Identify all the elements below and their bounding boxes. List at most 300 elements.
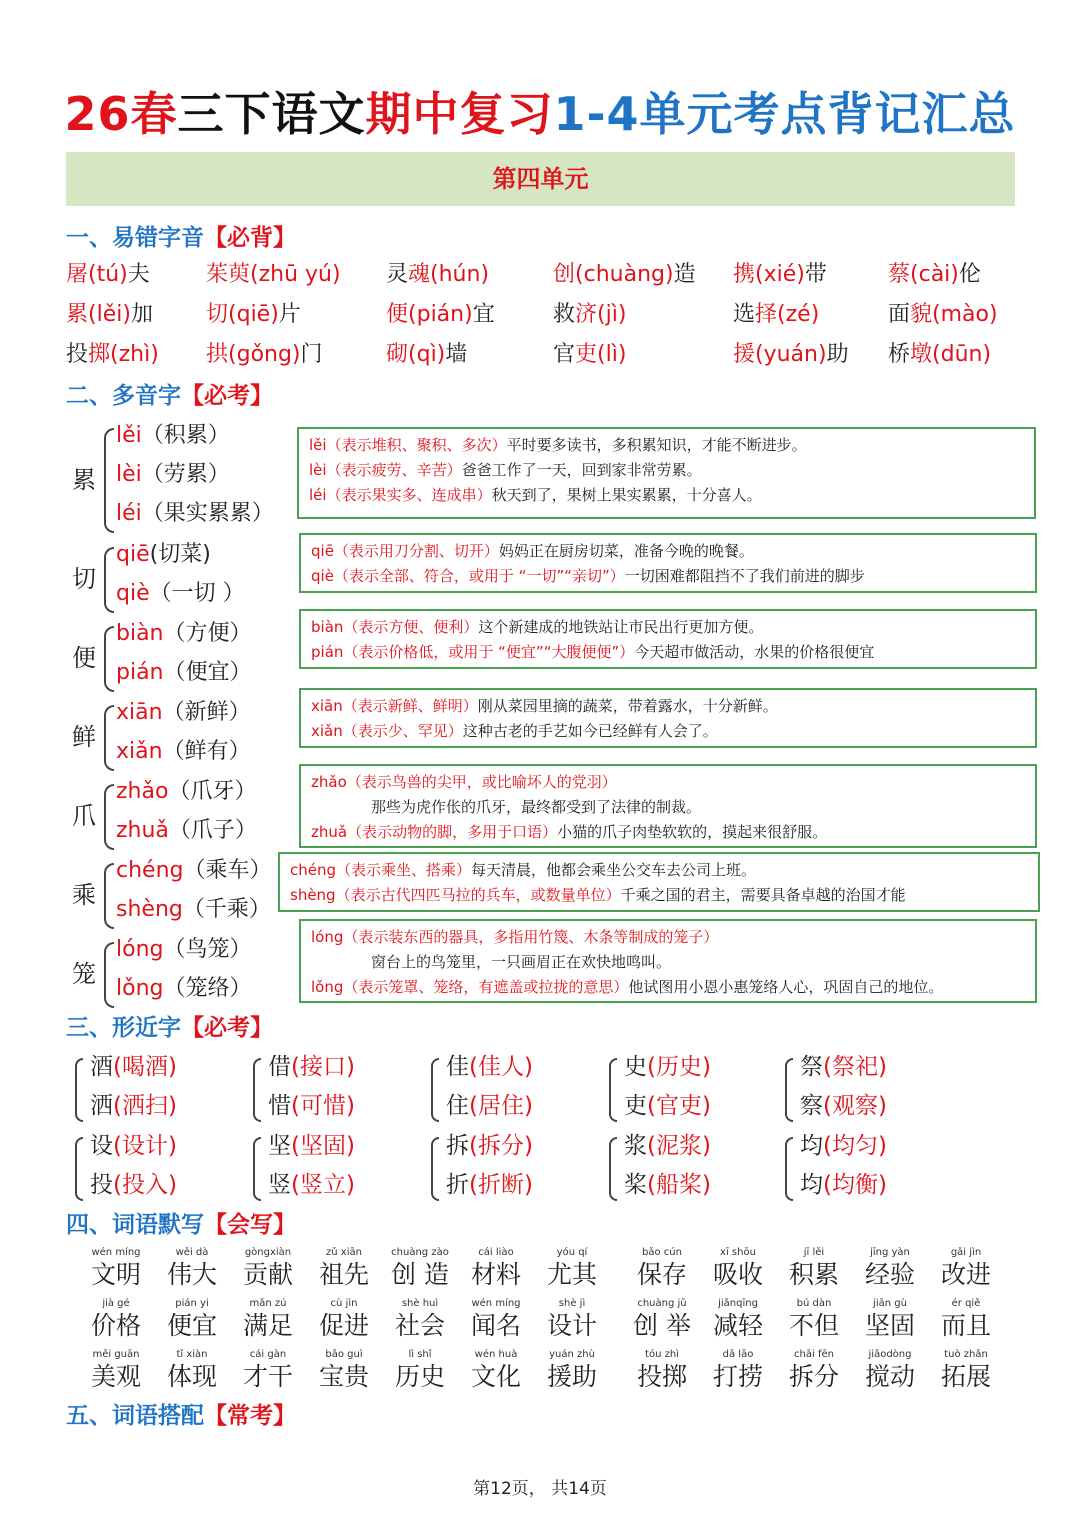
reading-pinyin: zhǎo bbox=[116, 779, 169, 804]
vocab-word bbox=[928, 1246, 1004, 1290]
polyphone-reading bbox=[116, 418, 230, 449]
similar-char-top bbox=[268, 1127, 355, 1160]
reading-word: （积累） bbox=[141, 423, 230, 448]
vocab-word bbox=[700, 1348, 776, 1392]
word-pinyin: tóu zhì bbox=[645, 1349, 679, 1360]
polyphone-reading bbox=[116, 457, 230, 488]
sound-item bbox=[553, 297, 626, 337]
sound-item bbox=[386, 337, 467, 377]
similar-word: (居住) bbox=[469, 1093, 533, 1119]
word-pinyin: zǔ xiān bbox=[326, 1247, 362, 1258]
similar-word: (观察) bbox=[823, 1093, 887, 1119]
item-pinyin: (gǒng) bbox=[228, 342, 301, 367]
sound-item bbox=[888, 257, 981, 297]
item-prefix: 投 bbox=[66, 342, 89, 367]
similar-char: 察 bbox=[800, 1093, 823, 1119]
brace-icon bbox=[104, 428, 114, 533]
example-meaning: lóng（表示装东西的器具，多指用竹篾、木条等制成的笼子） bbox=[311, 928, 719, 946]
example-meaning: xiān（表示新鲜、鲜明） bbox=[311, 697, 478, 715]
reading-pinyin: shèng bbox=[116, 897, 183, 922]
vocab-word bbox=[458, 1297, 534, 1341]
item-prefix: 选 bbox=[733, 302, 756, 327]
example-line bbox=[311, 615, 1025, 640]
word-hanzi: 伟大 bbox=[166, 1260, 217, 1289]
similar-word: (设计) bbox=[113, 1133, 177, 1159]
example-sentence: 秋天到了，果树上果实累累，十分喜人。 bbox=[491, 486, 762, 504]
example-line bbox=[311, 539, 1025, 564]
polyphone-char: 累 bbox=[72, 465, 96, 494]
vocab-word bbox=[534, 1297, 610, 1341]
vocab-word bbox=[382, 1348, 458, 1392]
similar-word: (洒扫) bbox=[113, 1093, 177, 1119]
item-suffix: 夫 bbox=[127, 262, 150, 287]
word-pinyin: ér qiě bbox=[951, 1298, 981, 1309]
section-1-tag: 【必背】 bbox=[204, 225, 296, 251]
item-pinyin: (lěi) bbox=[88, 302, 131, 327]
word-pinyin: bǎo cún bbox=[642, 1247, 682, 1258]
word-pinyin: wěi dà bbox=[175, 1247, 209, 1258]
similar-word: (拆分) bbox=[469, 1133, 533, 1159]
item-pinyin: (hún) bbox=[430, 262, 490, 287]
similar-word: (均衡) bbox=[823, 1172, 887, 1198]
example-line bbox=[311, 564, 1025, 589]
word-hanzi: 历史 bbox=[394, 1362, 445, 1391]
example-line bbox=[311, 795, 1025, 820]
word-hanzi: 贡献 bbox=[242, 1260, 293, 1289]
word-pinyin: chāi fēn bbox=[794, 1349, 834, 1360]
word-hanzi: 社会 bbox=[394, 1311, 445, 1340]
reading-pinyin: qiē bbox=[116, 542, 150, 567]
reading-pinyin: lóng bbox=[116, 937, 164, 962]
similar-word: (佳人) bbox=[469, 1054, 533, 1080]
similar-char-top bbox=[624, 1127, 711, 1160]
word-hanzi: 促进 bbox=[318, 1311, 369, 1340]
word-hanzi: 吸收 bbox=[712, 1260, 763, 1289]
similar-char: 史 bbox=[624, 1054, 647, 1080]
vocab-word bbox=[928, 1297, 1004, 1341]
reading-pinyin: léi bbox=[116, 501, 142, 526]
brace-icon bbox=[104, 626, 114, 692]
vocab-word bbox=[78, 1246, 154, 1290]
word-pinyin: gǎi jìn bbox=[950, 1247, 982, 1258]
polyphone-reading bbox=[116, 853, 272, 884]
item-headword: 累 bbox=[66, 302, 89, 327]
brace-icon bbox=[609, 1137, 617, 1201]
item-headword: 吏 bbox=[575, 342, 598, 367]
word-hanzi: 拓展 bbox=[940, 1362, 991, 1391]
example-line bbox=[311, 975, 1025, 1000]
example-meaning: zhǎo（表示鸟兽的尖甲，或比喻坏人的党羽） bbox=[311, 773, 617, 791]
item-pinyin: (qiē) bbox=[228, 302, 279, 327]
item-headword: 便 bbox=[386, 302, 409, 327]
example-sentence: 他试图用小恩小惠笼络人心，巩固自己的地位。 bbox=[628, 978, 944, 996]
word-hanzi: 体现 bbox=[166, 1362, 217, 1391]
section-4-heading bbox=[66, 1206, 296, 1239]
word-pinyin: dǎ lāo bbox=[722, 1349, 754, 1360]
similar-char-bottom bbox=[624, 1166, 711, 1199]
vocab-word bbox=[78, 1297, 154, 1341]
reading-word: （乘车） bbox=[183, 858, 272, 883]
similar-char: 惜 bbox=[268, 1093, 291, 1119]
vocab-word bbox=[382, 1297, 458, 1341]
reading-word: （新鲜） bbox=[162, 700, 251, 725]
section-1-title: 一、易错字音 bbox=[66, 225, 204, 251]
item-headword: 拱 bbox=[206, 342, 229, 367]
similar-char: 浆 bbox=[624, 1133, 647, 1159]
brace-icon bbox=[253, 1058, 261, 1122]
section-5-heading bbox=[66, 1397, 296, 1430]
word-hanzi: 便宜 bbox=[166, 1311, 217, 1340]
vocab-word bbox=[776, 1297, 852, 1341]
word-hanzi: 而且 bbox=[940, 1311, 991, 1340]
similar-word: (接口) bbox=[291, 1054, 355, 1080]
item-pinyin: (yuán) bbox=[755, 342, 827, 367]
sound-item bbox=[206, 297, 301, 337]
section-5-tag: 【常考】 bbox=[204, 1403, 296, 1429]
item-headword: 屠 bbox=[66, 262, 89, 287]
vocab-word bbox=[700, 1297, 776, 1341]
page-title bbox=[0, 78, 1080, 144]
item-pinyin: (jì) bbox=[597, 302, 627, 327]
polyphone-char: 乘 bbox=[72, 881, 96, 909]
example-meaning: shèng（表示古代四匹马拉的兵车，或数量单位） bbox=[290, 886, 621, 904]
example-meaning: biàn（表示方便、便利） bbox=[311, 618, 479, 636]
word-hanzi: 投掷 bbox=[636, 1362, 687, 1391]
sound-item bbox=[553, 257, 696, 297]
reading-pinyin: chéng bbox=[116, 858, 184, 883]
example-sentence: 一切困难都阻挡不了我们前进的脚步 bbox=[624, 567, 865, 585]
reading-word: （爪子） bbox=[168, 818, 257, 843]
similar-char: 均 bbox=[800, 1133, 823, 1159]
word-hanzi: 满足 bbox=[242, 1311, 293, 1340]
word-hanzi: 创 造 bbox=[391, 1260, 449, 1289]
word-hanzi: 经验 bbox=[864, 1260, 915, 1289]
section-1-heading bbox=[66, 219, 296, 252]
polyphone-reading bbox=[116, 576, 245, 607]
example-sentence: 那些为虎作伥的爪牙，最终都受到了法律的制裁。 bbox=[371, 798, 702, 816]
example-meaning: qiè（表示全部、符合，或用于 “一切”“亲切”） bbox=[311, 567, 625, 585]
sound-item bbox=[206, 337, 323, 377]
section-3-tag: 【必考】 bbox=[181, 1015, 273, 1041]
vocab-word bbox=[306, 1348, 382, 1392]
example-sentence: 千乘之国的君主，需要具备卓越的治国才能 bbox=[620, 886, 906, 904]
word-pinyin: cù jìn bbox=[330, 1298, 358, 1309]
reading-word: (切菜) bbox=[149, 542, 211, 567]
example-meaning: léi（表示果实多、连成串） bbox=[309, 486, 492, 504]
word-hanzi: 美观 bbox=[90, 1362, 141, 1391]
reading-pinyin: xiān bbox=[116, 700, 163, 725]
sound-item bbox=[733, 297, 819, 337]
example-meaning: pián（表示价格低，或用于 “便宜”“大腹便便”） bbox=[311, 643, 635, 661]
item-suffix: 墙 bbox=[445, 342, 468, 367]
word-pinyin: wén míng bbox=[91, 1247, 141, 1258]
polyphone-reading bbox=[116, 655, 252, 686]
similar-word: (船桨) bbox=[647, 1172, 711, 1198]
polyphone-reading bbox=[116, 971, 252, 1002]
item-headword: 砌 bbox=[386, 342, 409, 367]
example-sentence: 今天超市做活动，水果的价格很便宜 bbox=[634, 643, 875, 661]
example-box bbox=[299, 764, 1037, 848]
vocab-word bbox=[852, 1348, 928, 1392]
brace-icon bbox=[253, 1137, 261, 1201]
brace-icon bbox=[431, 1058, 439, 1122]
word-pinyin: bǎo guì bbox=[325, 1349, 363, 1360]
word-pinyin: jī lěi bbox=[803, 1247, 825, 1258]
item-headword: 切 bbox=[206, 302, 229, 327]
page-footer: 第12页， 共14页 bbox=[473, 1479, 607, 1499]
example-line bbox=[311, 950, 1025, 975]
reading-word: （笼络） bbox=[163, 976, 252, 1001]
similar-char: 借 bbox=[268, 1054, 291, 1080]
sound-item bbox=[733, 337, 849, 377]
sound-item bbox=[553, 337, 626, 377]
example-sentence: 爸爸工作了一天，回到家非常劳累。 bbox=[461, 461, 702, 479]
item-pinyin: (cài) bbox=[910, 262, 959, 287]
reading-word: （劳累） bbox=[141, 462, 230, 487]
brace-icon bbox=[104, 942, 114, 1008]
vocab-word bbox=[154, 1297, 230, 1341]
item-headword: 济 bbox=[575, 302, 598, 327]
word-hanzi: 积累 bbox=[788, 1260, 839, 1289]
reading-pinyin: lěi bbox=[116, 423, 142, 448]
brace-icon bbox=[104, 705, 114, 771]
similar-char-bottom bbox=[800, 1087, 887, 1120]
example-box bbox=[278, 852, 1040, 912]
word-pinyin: mǎn zú bbox=[249, 1298, 287, 1309]
vocab-word bbox=[534, 1246, 610, 1290]
example-meaning: xiǎn（表示少、罕见） bbox=[311, 722, 463, 740]
polyphone-char: 鲜 bbox=[72, 723, 96, 751]
word-hanzi: 减轻 bbox=[712, 1311, 763, 1340]
similar-word: (祭祀) bbox=[823, 1054, 887, 1080]
section-3-heading bbox=[66, 1009, 273, 1042]
word-pinyin: xī shōu bbox=[720, 1247, 756, 1258]
example-line bbox=[311, 820, 1025, 845]
vocab-word bbox=[78, 1348, 154, 1392]
item-headword: 墩 bbox=[910, 342, 933, 367]
word-hanzi: 搅动 bbox=[864, 1362, 915, 1391]
sound-item bbox=[386, 257, 489, 297]
word-hanzi: 文明 bbox=[90, 1260, 141, 1289]
similar-char: 设 bbox=[90, 1133, 113, 1159]
item-headword: 茱萸 bbox=[206, 262, 251, 287]
section-3-title: 三、形近字 bbox=[66, 1015, 181, 1041]
sound-item bbox=[733, 257, 827, 297]
example-sentence: 窗台上的鸟笼里，一只画眉正在欢快地鸣叫。 bbox=[371, 953, 672, 971]
item-suffix: 宜 bbox=[472, 302, 495, 327]
word-pinyin: jīng yàn bbox=[870, 1247, 910, 1258]
vocab-word bbox=[230, 1246, 306, 1290]
reading-pinyin: zhuǎ bbox=[116, 818, 169, 843]
word-pinyin: shè jì bbox=[558, 1298, 586, 1309]
word-pinyin: cái gàn bbox=[249, 1349, 287, 1360]
polyphone-reading bbox=[116, 695, 251, 726]
item-suffix: 门 bbox=[300, 342, 323, 367]
word-pinyin: wén míng bbox=[471, 1298, 521, 1309]
item-pinyin: (zhì) bbox=[110, 342, 159, 367]
item-pinyin: (qì) bbox=[408, 342, 446, 367]
similar-char-bottom bbox=[268, 1087, 355, 1120]
word-hanzi: 才干 bbox=[242, 1362, 293, 1391]
item-prefix: 灵 bbox=[386, 262, 409, 287]
example-box bbox=[299, 688, 1037, 748]
brace-icon bbox=[104, 784, 114, 850]
item-pinyin: (dūn) bbox=[932, 342, 992, 367]
reading-word: （便宜） bbox=[163, 660, 252, 685]
word-pinyin: měi guān bbox=[92, 1349, 140, 1360]
reading-word: （鲜有） bbox=[162, 739, 251, 764]
example-line bbox=[290, 858, 1028, 883]
polyphone-reading bbox=[116, 616, 252, 647]
reading-word: （鸟笼） bbox=[163, 937, 252, 962]
word-hanzi: 祖先 bbox=[318, 1260, 369, 1289]
vocab-word bbox=[624, 1348, 700, 1392]
word-hanzi: 拆分 bbox=[788, 1362, 839, 1391]
polyphone-reading bbox=[116, 734, 251, 765]
vocab-word bbox=[154, 1348, 230, 1392]
item-headword: 掷 bbox=[88, 342, 111, 367]
example-meaning: lǒng（表示笼罩、笼络，有遮盖或拉拢的意思） bbox=[311, 978, 629, 996]
vocab-word bbox=[852, 1246, 928, 1290]
example-sentence: 这个新建成的地铁站让市民出行更加方便。 bbox=[478, 618, 764, 636]
section-5-title: 五、词语搭配 bbox=[66, 1403, 204, 1429]
word-hanzi: 宝贵 bbox=[318, 1362, 369, 1391]
word-hanzi: 闻名 bbox=[470, 1311, 521, 1340]
reading-word: （千乘） bbox=[182, 897, 271, 922]
example-sentence: 每天清晨，他都会乘坐公交车去公司上班。 bbox=[471, 861, 757, 879]
similar-char: 酒 bbox=[90, 1054, 113, 1080]
word-hanzi: 设计 bbox=[546, 1311, 597, 1340]
similar-char: 均 bbox=[800, 1172, 823, 1198]
word-hanzi: 保存 bbox=[636, 1260, 687, 1289]
example-meaning: lèi（表示疲劳、辛苦） bbox=[309, 461, 462, 479]
item-prefix: 救 bbox=[553, 302, 576, 327]
similar-word: (坚固) bbox=[291, 1133, 355, 1159]
brace-icon bbox=[785, 1137, 793, 1201]
item-pinyin: (lì) bbox=[597, 342, 627, 367]
item-headword: 援 bbox=[733, 342, 756, 367]
similar-char: 坚 bbox=[268, 1133, 291, 1159]
word-hanzi: 打捞 bbox=[712, 1362, 763, 1391]
word-hanzi: 创 举 bbox=[633, 1311, 691, 1340]
example-line bbox=[309, 433, 1024, 458]
example-line bbox=[311, 925, 1025, 950]
vocab-word bbox=[534, 1348, 610, 1392]
section-4-title: 四、词语默写 bbox=[66, 1212, 204, 1238]
title-part-year: 26春 bbox=[64, 87, 178, 141]
example-sentence: 妈妈正在厨房切菜，准备今晚的晚餐。 bbox=[498, 542, 754, 560]
sound-item bbox=[66, 297, 153, 337]
word-pinyin: yóu qí bbox=[556, 1247, 588, 1258]
reading-pinyin: pián bbox=[116, 660, 164, 685]
item-pinyin: (xié) bbox=[755, 262, 805, 287]
example-box bbox=[297, 427, 1036, 519]
word-pinyin: pián yi bbox=[175, 1298, 209, 1309]
word-hanzi: 改进 bbox=[940, 1260, 991, 1289]
vocab-word bbox=[306, 1246, 382, 1290]
polyphone-reading bbox=[116, 537, 211, 568]
item-headword: 创 bbox=[553, 262, 576, 287]
item-headword: 貌 bbox=[910, 302, 933, 327]
similar-char-bottom bbox=[624, 1087, 711, 1120]
similar-char-bottom bbox=[90, 1166, 177, 1199]
item-pinyin: (pián) bbox=[408, 302, 473, 327]
vocab-word bbox=[776, 1348, 852, 1392]
item-prefix: 桥 bbox=[888, 342, 911, 367]
reading-word: （果实累累） bbox=[141, 501, 274, 526]
vocab-word bbox=[624, 1246, 700, 1290]
reading-pinyin: lǒng bbox=[116, 976, 164, 1001]
brace-icon bbox=[104, 547, 114, 613]
example-box bbox=[299, 919, 1037, 1003]
vocab-word bbox=[154, 1246, 230, 1290]
similar-word: (竖立) bbox=[291, 1172, 355, 1198]
section-2-title: 二、多音字 bbox=[66, 383, 181, 409]
example-line bbox=[290, 883, 1028, 908]
example-sentence: 小猫的爪子肉垫软软的，摸起来很舒服。 bbox=[557, 823, 828, 841]
similar-word: (泥浆) bbox=[647, 1133, 711, 1159]
word-hanzi: 不但 bbox=[788, 1311, 839, 1340]
similar-char: 拆 bbox=[446, 1133, 469, 1159]
item-pinyin: (zé) bbox=[777, 302, 820, 327]
polyphone-char: 便 bbox=[72, 644, 96, 672]
similar-char-bottom bbox=[446, 1166, 533, 1199]
polyphone-reading bbox=[116, 932, 252, 963]
brace-icon bbox=[104, 863, 114, 929]
similar-char: 佳 bbox=[446, 1054, 469, 1080]
polyphone-reading bbox=[116, 892, 271, 923]
word-pinyin: tǐ xiàn bbox=[176, 1349, 208, 1360]
word-pinyin: jiǎodòng bbox=[868, 1349, 912, 1360]
sound-item bbox=[206, 257, 341, 297]
word-pinyin: jiǎnqīng bbox=[718, 1298, 758, 1309]
item-suffix: 带 bbox=[804, 262, 827, 287]
similar-word: (喝酒) bbox=[113, 1054, 177, 1080]
title-part-exam: 期中复习 bbox=[365, 87, 554, 141]
word-pinyin: cái liào bbox=[478, 1247, 514, 1258]
word-pinyin: gòngxiàn bbox=[244, 1247, 292, 1258]
section-4-tag: 【会写】 bbox=[204, 1212, 296, 1238]
similar-char: 桨 bbox=[624, 1172, 647, 1198]
similar-char-top bbox=[90, 1048, 177, 1081]
reading-word: （方便） bbox=[163, 621, 252, 646]
item-prefix: 面 bbox=[888, 302, 911, 327]
similar-word: (折断) bbox=[469, 1172, 533, 1198]
example-meaning: chéng（表示乘坐、搭乘） bbox=[290, 861, 472, 879]
word-pinyin: jiān gù bbox=[873, 1298, 907, 1309]
word-hanzi: 文化 bbox=[470, 1362, 521, 1391]
word-pinyin: yuán zhù bbox=[549, 1349, 595, 1360]
reading-pinyin: lèi bbox=[116, 462, 142, 487]
similar-word: (均匀) bbox=[823, 1133, 887, 1159]
sound-item bbox=[386, 297, 495, 337]
word-hanzi: 坚固 bbox=[864, 1311, 915, 1340]
item-prefix: 官 bbox=[553, 342, 576, 367]
title-part-topic: 1-4单元考点背记汇总 bbox=[553, 87, 1016, 141]
vocab-word bbox=[776, 1246, 852, 1290]
similar-char: 投 bbox=[90, 1172, 113, 1198]
example-box bbox=[299, 609, 1037, 669]
example-line bbox=[311, 770, 1025, 795]
brace-icon bbox=[431, 1137, 439, 1201]
vocab-word bbox=[700, 1246, 776, 1290]
similar-char: 洒 bbox=[90, 1093, 113, 1119]
similar-char-bottom bbox=[90, 1087, 177, 1120]
similar-char: 住 bbox=[446, 1093, 469, 1119]
item-pinyin: (zhū yú) bbox=[250, 262, 341, 287]
vocab-word bbox=[928, 1348, 1004, 1392]
item-headword: 魂 bbox=[408, 262, 431, 287]
